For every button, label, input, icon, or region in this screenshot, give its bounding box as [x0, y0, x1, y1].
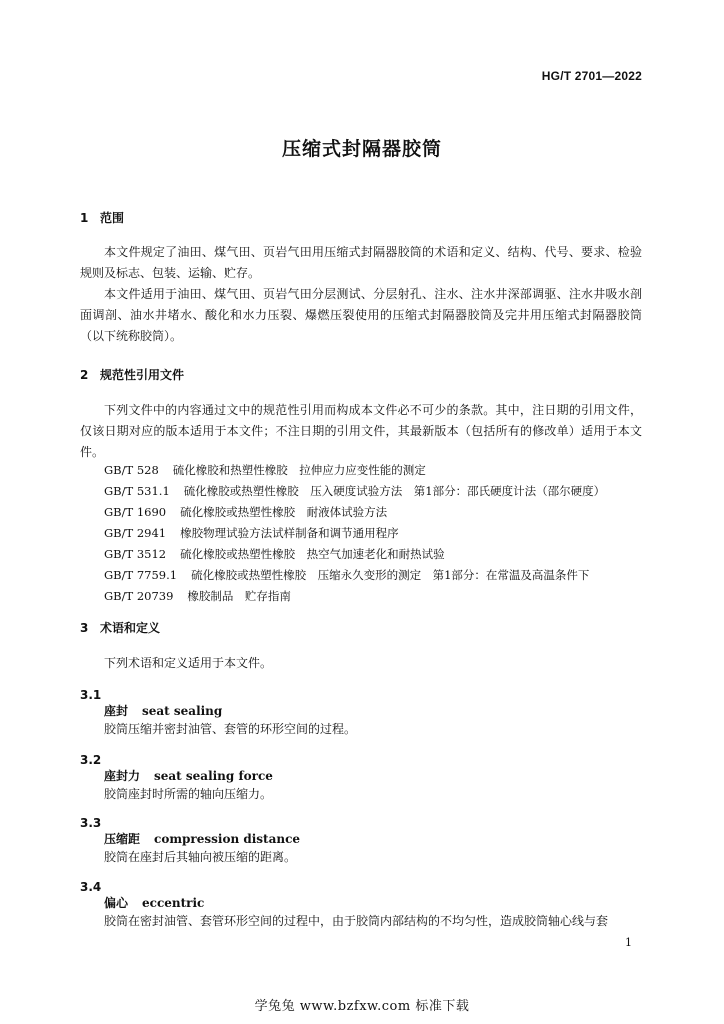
- reference-code: GB/T 3512: [104, 547, 167, 561]
- standard-code: HG/T 2701—2022: [541, 69, 642, 83]
- term-cn: 压缩距: [104, 832, 141, 846]
- term-definition: 胶筒压缩并密封油管、套管的环形空间的过程。: [104, 722, 357, 736]
- reference-code: GB/T 528: [104, 463, 159, 477]
- term-name: [104, 830, 300, 847]
- reference-item: [104, 567, 649, 583]
- reference-title: 硫化橡胶或热塑性橡胶 耐液体试验方法: [180, 505, 388, 519]
- term-en: seat sealing force: [154, 769, 273, 783]
- normative-refs-intro: 下列文件中的内容通过文中的规范性引用而构成本文件必不可少的条款。其中，注日期的引用文件，仅该日期对应的版本适用于本文件；不注日期的引用文件，其最新版本（包括所有的修改单）适用于本文件。: [80, 403, 642, 459]
- term-definition: 胶筒座封时所需的轴向压缩力。: [104, 787, 273, 801]
- section-3-heading: [80, 619, 160, 636]
- term-cn: 座封力: [104, 769, 141, 783]
- term-cn: 座封: [104, 704, 129, 718]
- document-title: 压缩式封隔器胶筒: [281, 138, 442, 160]
- reference-title: 硫化橡胶和热塑性橡胶 拉伸应力应变性能的测定: [172, 463, 426, 477]
- term-name: [104, 894, 204, 911]
- term-cn: 偏心: [104, 896, 129, 910]
- scope-paragraph-2: 本文件适用于油田、煤气田、页岩气田分层测试、分层射孔、注水、注水井深部调驱、注水井吸水剖面调剖、油水井堵水、酸化和水力压裂、爆燃压裂使用的压缩式封隔器胶筒及完井用压缩式封隔器胶筒（以下统称胶筒）。: [80, 287, 642, 343]
- section-number: 3: [80, 621, 89, 635]
- section-number: 1: [80, 211, 89, 225]
- reference-title: 硫化橡胶或热塑性橡胶 热空气加速老化和耐热试验: [180, 547, 445, 561]
- reference-item: [104, 525, 649, 541]
- reference-code: GB/T 1690: [104, 505, 167, 519]
- section-title: 范围: [100, 211, 125, 225]
- section-title: 术语和定义: [100, 621, 161, 635]
- term-number: 3.2: [80, 753, 102, 767]
- reference-code: GB/T 20739: [104, 589, 174, 603]
- reference-title: 硫化橡胶或热塑性橡胶 压入硬度试验方法 第1部分：邵氏硬度计法（邵尔硬度）: [183, 484, 606, 498]
- reference-title: 橡胶制品 贮存指南: [187, 589, 291, 603]
- reference-title: 硫化橡胶或热塑性橡胶 压缩永久变形的测定 第1部分：在常温及高温条件下: [191, 568, 590, 582]
- reference-code: GB/T 2941: [104, 526, 167, 540]
- section-number: 2: [80, 368, 89, 382]
- term-number: 3.4: [80, 880, 102, 894]
- term-en: compression distance: [154, 832, 301, 846]
- footer-watermark-text: 学兔兔 www.bzfxw.com 标准下载: [254, 999, 470, 1014]
- term-name: [104, 702, 222, 719]
- term-number: 3.3: [80, 816, 102, 830]
- page-number: 1: [625, 936, 632, 949]
- reference-code: GB/T 531.1: [104, 484, 170, 498]
- reference-item: [104, 588, 649, 604]
- scope-paragraph-1: 本文件规定了油田、煤气田、页岩气田用压缩式封隔器胶筒的术语和定义、结构、代号、要求、检验规则及标志、包装、运输、贮存。: [80, 245, 642, 280]
- terms-intro: 下列术语和定义适用于本文件。: [104, 656, 273, 670]
- reference-code: GB/T 7759.1: [104, 568, 178, 582]
- reference-item: [104, 504, 649, 520]
- term-en: eccentric: [142, 896, 205, 910]
- term-definition: 胶筒在座封后其轴向被压缩的距离。: [104, 850, 297, 864]
- reference-item: [104, 546, 649, 562]
- term-number: 3.1: [80, 688, 102, 702]
- term-en: seat sealing: [142, 704, 223, 718]
- reference-item: [104, 483, 649, 499]
- section-1-heading: [80, 209, 124, 226]
- section-title: 规范性引用文件: [100, 368, 185, 382]
- term-name: [104, 767, 273, 784]
- term-definition: 胶筒在密封油管、套管环形空间的过程中，由于胶筒内部结构的不均匀性，造成胶筒轴心线与套: [104, 914, 609, 928]
- reference-item: [104, 462, 649, 478]
- section-2-heading: [80, 366, 184, 383]
- reference-title: 橡胶物理试验方法试样制备和调节通用程序: [180, 526, 399, 540]
